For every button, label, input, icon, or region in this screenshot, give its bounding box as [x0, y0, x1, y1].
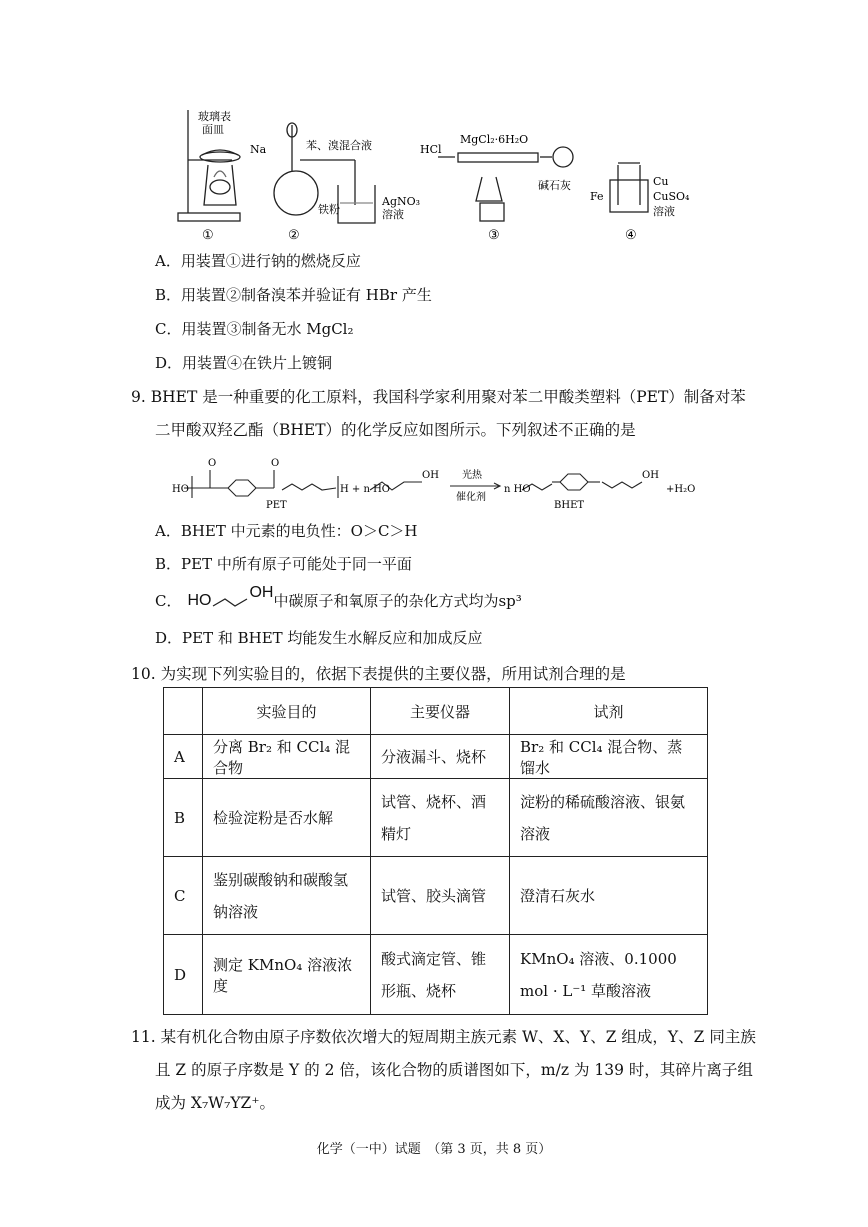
page-footer: 化学（一中）试题 （第 3 页，共 8 页）	[316, 1142, 552, 1157]
c-oh-label: OH	[249, 583, 274, 601]
mgcl2-label: MgCl₂·6H₂O	[460, 133, 529, 146]
apparatus-figure	[170, 105, 710, 245]
cuso4-label-2: 溶液	[653, 205, 675, 218]
table-cell: 酸式滴定管、锥形瓶、烧杯	[371, 935, 510, 1015]
soda-lime-label: 碱石灰	[538, 179, 571, 192]
pet-o-2: O	[271, 458, 280, 469]
label-apparatus-1: ①	[202, 228, 214, 243]
water-label: +H₂O	[666, 484, 696, 495]
q11-line2: 且 Z 的原子序数是 Y 的 2 倍，该化合物的质谱图如下，m/z 为 139 时，其碎片离子组	[155, 1061, 753, 1079]
q9-stem-line1: 9. BHET 是一种重要的化工原料，我国科学家利用聚对苯二甲酸类塑料（PET）制备对苯	[131, 388, 746, 406]
cu-label: Cu	[653, 175, 669, 188]
header-cell: 试剂	[510, 688, 708, 735]
ethylene-glycol-skeleton	[211, 591, 249, 611]
watch-glass-label-1: 玻璃表	[198, 110, 231, 123]
q8-option-a: A．用装置①进行钠的燃烧反应	[155, 252, 361, 270]
pet-label: PET	[266, 500, 287, 510]
q10-table	[163, 687, 708, 1015]
iron-powder-label: 铁粉	[318, 203, 340, 216]
pet-o-1: O	[208, 458, 217, 469]
table-cell: Br₂ 和 CCl₄ 混合物、蒸馏水	[510, 735, 708, 779]
table-row	[164, 935, 708, 1015]
q11-line1: 11. 某有机化合物由原子序数依次增大的短周期主族元素 W、X、Y、Z 组成，Y、Z 同主族	[131, 1028, 756, 1046]
table-cell: 分液漏斗、烧杯	[371, 735, 510, 779]
table-row	[164, 735, 708, 779]
pet-ho: HO	[172, 484, 189, 495]
table-row	[164, 857, 708, 935]
apparatus-4	[610, 163, 648, 212]
header-cell: 实验目的	[203, 688, 371, 735]
agno3-label-2: 溶液	[382, 208, 404, 221]
table-cell: D	[164, 935, 203, 1015]
table-cell: 试管、烧杯、酒精灯	[371, 779, 510, 857]
condition-bottom: 催化剂	[456, 492, 486, 503]
table-cell: 鉴别碳酸钠和碳酸氢钠溶液	[203, 857, 371, 935]
table-cell: KMnO₄ 溶液、0.1000 mol · L⁻¹ 草酸溶液	[510, 935, 708, 1015]
q9-option-b: B．PET 中所有原子可能处于同一平面	[155, 555, 412, 573]
reactant-oh: OH	[422, 470, 439, 481]
q9-option-a: A．BHET 中元素的电负性：O＞C＞H	[155, 522, 418, 540]
label-apparatus-3: ③	[488, 228, 500, 243]
q11-line3: 成为 X₇W₇YZ⁺。	[155, 1094, 276, 1112]
q8-option-b: B．用装置②制备溴苯并验证有 HBr 产生	[155, 286, 432, 304]
reaction-scheme	[170, 452, 710, 510]
header-cell	[164, 688, 203, 735]
table-cell: 试管、胶头滴管	[371, 857, 510, 935]
table-row	[164, 779, 708, 857]
product-n-ho: n HO	[504, 484, 531, 495]
q9-option-d: D．PET 和 BHET 均能发生水解反应和加成反应	[155, 629, 483, 647]
q9-option-c	[155, 583, 522, 611]
hcl-label: HCl	[420, 143, 442, 156]
label-apparatus-2: ②	[288, 228, 300, 243]
table-cell: 测定 KMnO₄ 溶液浓度	[203, 935, 371, 1015]
header-cell: 主要仪器	[371, 688, 510, 735]
table-cell: 淀粉的稀硫酸溶液、银氨溶液	[510, 779, 708, 857]
agno3-label-1: AgNO₃	[382, 195, 421, 208]
table-cell: B	[164, 779, 203, 857]
reaction-mid-text: H + n HO	[340, 484, 390, 495]
c-ho-label: HO	[187, 591, 212, 609]
q9-stem-line2: 二甲酸双羟乙酯（BHET）的化学反应如图所示。下列叙述不正确的是	[155, 421, 636, 439]
q9-option-c-prefix: C．	[155, 592, 182, 610]
q8-option-c: C．用装置③制备无水 MgCl₂	[155, 320, 354, 338]
condition-top: 光热	[462, 470, 482, 481]
table-cell: A	[164, 735, 203, 779]
q10-stem: 10. 为实现下列实验目的，依据下表提供的主要仪器，所用试剂合理的是	[131, 665, 626, 683]
q8-option-d: D．用装置④在铁片上镀铜	[155, 354, 333, 372]
label-apparatus-4: ④	[625, 228, 637, 243]
q9-option-c-suffix: 中碳原子和氧原子的杂化方式均为sp³	[273, 592, 522, 610]
table-cell: 分离 Br₂ 和 CCl₄ 混合物	[203, 735, 371, 779]
na-label: Na	[250, 143, 267, 156]
product-oh: OH	[642, 470, 659, 481]
table-header-row	[164, 688, 708, 735]
watch-glass-label-2: 面皿	[202, 123, 224, 136]
fe-label: Fe	[590, 190, 604, 203]
mixture-label: 苯、溴混合液	[306, 139, 372, 152]
table-cell: C	[164, 857, 203, 935]
table-cell: 检验淀粉是否水解	[203, 779, 371, 857]
bhet-label: BHET	[554, 500, 585, 510]
cuso4-label-1: CuSO₄	[653, 190, 690, 203]
table-cell: 澄清石灰水	[510, 857, 708, 935]
